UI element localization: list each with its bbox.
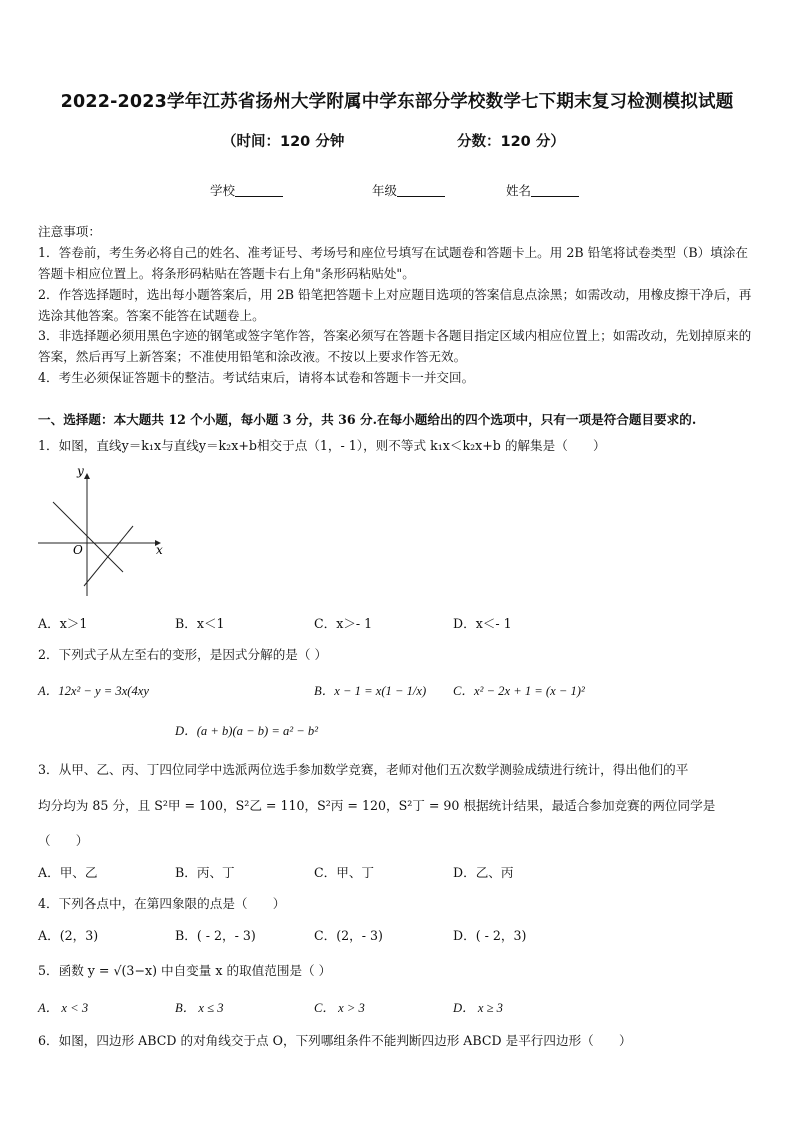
- school-field: [210, 181, 283, 199]
- school-label: 学校: [210, 183, 236, 198]
- q3-option-a: A．甲、乙: [38, 865, 98, 880]
- name-field: [506, 181, 579, 199]
- q1-option-d: D．x＜- 1: [453, 616, 512, 631]
- name-blank: [531, 184, 579, 197]
- q3-stem-line3: （ ）: [38, 833, 89, 848]
- line-k2: [84, 526, 133, 586]
- q3-stem-line2: 均分均为 85 分，且 S²甲 = 100，S²乙 = 110，S²丙 = 120，S²丁 = 90 根据统计结果，最适合参加竞赛的两位同学是: [38, 798, 716, 813]
- q4-option-c: C．(2，- 3): [314, 928, 383, 943]
- q4-stem: 4．下列各点中，在第四象限的点是（ ）: [38, 896, 286, 911]
- q5-option-c: C． x > 3: [314, 1001, 365, 1015]
- q1-option-c: C．x＞- 1: [314, 616, 373, 631]
- time-label: （时间：120 分钟: [222, 134, 345, 150]
- name-label: 姓名: [506, 183, 532, 198]
- q4-option-b: B．( - 2，- 3): [175, 928, 256, 943]
- school-blank: [235, 184, 283, 197]
- notice-heading: 注意事项：: [38, 224, 101, 239]
- notice-item-4: 4．考生必须保证答题卡的整洁。考试结束后，请将本试卷和答题卡一并交回。: [38, 370, 475, 385]
- q1-option-a: A．x＞1: [38, 616, 88, 631]
- q5-option-a: A． x < 3: [38, 1001, 89, 1015]
- notice-item-2: 2．作答选择题时，选出每小题答案后，用 2B 铅笔把答题卡上对应题目选项的答案信息点涂黑；如需改动，用橡皮擦干净后，再选涂其他答案。答案不能答在试题卷上。: [38, 287, 752, 323]
- q5-option-b: B． x ≤ 3: [175, 1001, 224, 1015]
- q1-option-b: B．x＜1: [175, 616, 225, 631]
- q4-option-a: A．(2，3): [38, 928, 99, 943]
- score-label: 分数：120 分）: [457, 134, 565, 150]
- q2-option-b: B．x − 1 = x(1 − 1/x): [314, 684, 427, 698]
- q5-option-d: D． x ≥ 3: [453, 1001, 503, 1015]
- line-k1: [53, 502, 123, 572]
- notice-item-3: 3．非选择题必须用黑色字迹的钢笔或签字笔作答，答案必须写在答题卡各题目指定区域内相应位置上；如需改动，先划掉原来的答案，然后再写上新答案；不准使用铅笔和涂改液。不按以上要求作答无效。: [38, 328, 752, 364]
- q2-stem: 2．下列式子从左至右的变形，是因式分解的是（ ）: [38, 647, 328, 662]
- grade-field: [372, 181, 445, 199]
- grade-blank: [397, 184, 445, 197]
- q1-stem: 1．如图，直线y＝k₁x与直线y＝k₂x+b相交于点（1，- 1），则不等式 k₁x＜k₂x+b 的解集是（ ）: [38, 438, 606, 453]
- q3-option-d: D．乙、丙: [453, 865, 514, 880]
- section-heading: 一、选择题：本大题共 12 个小题，每小题 3 分，共 36 分.在每小题给出的四个选项中，只有一项是符合题目要求的.: [38, 412, 697, 427]
- q4-option-d: D．( - 2，3): [453, 928, 527, 943]
- x-axis-label: x: [156, 543, 163, 557]
- q2-option-a: A．12x² − y = 3x(4xy: [38, 684, 149, 698]
- y-axis-label: y: [77, 464, 84, 478]
- grade-label: 年级: [372, 183, 398, 198]
- notice-item-1: 1．答卷前，考生务必将自己的姓名、准考证号、考场号和座位号填写在试题卷和答题卡上。用 2B 铅笔将试卷类型（B）填涂在答题卡相应位置上。将条形码粘贴在答题卡右上角"条形码粘贴处"。: [38, 245, 749, 281]
- q2-option-c: C．x² − 2x + 1 = (x − 1)²: [453, 684, 585, 698]
- q5-stem: 5．函数 y = √(3−x) 中自变量 x 的取值范围是（ ）: [38, 963, 332, 978]
- q3-stem-line1: 3．从甲、乙、丙、丁四位同学中选派两位选手参加数学竞赛，老师对他们五次数学测验成绩进行统计，得出他们的平: [38, 762, 689, 777]
- q6-stem: 6．如图，四边形 ABCD 的对角线交于点 O，下列哪组条件不能判断四边形 ABCD 是平行四边形（ ）: [38, 1033, 632, 1048]
- exam-title: 2022-2023学年江苏省扬州大学附属中学东部分学校数学七下期末复习检测模拟试题: [60, 92, 734, 112]
- q2-option-d: D．(a + b)(a − b) = a² − b²: [175, 724, 318, 738]
- q3-option-b: B．丙、丁: [175, 865, 235, 880]
- q1-graph: [36, 458, 170, 600]
- q3-option-c: C．甲、丁: [314, 865, 375, 880]
- origin-label: O: [73, 543, 83, 557]
